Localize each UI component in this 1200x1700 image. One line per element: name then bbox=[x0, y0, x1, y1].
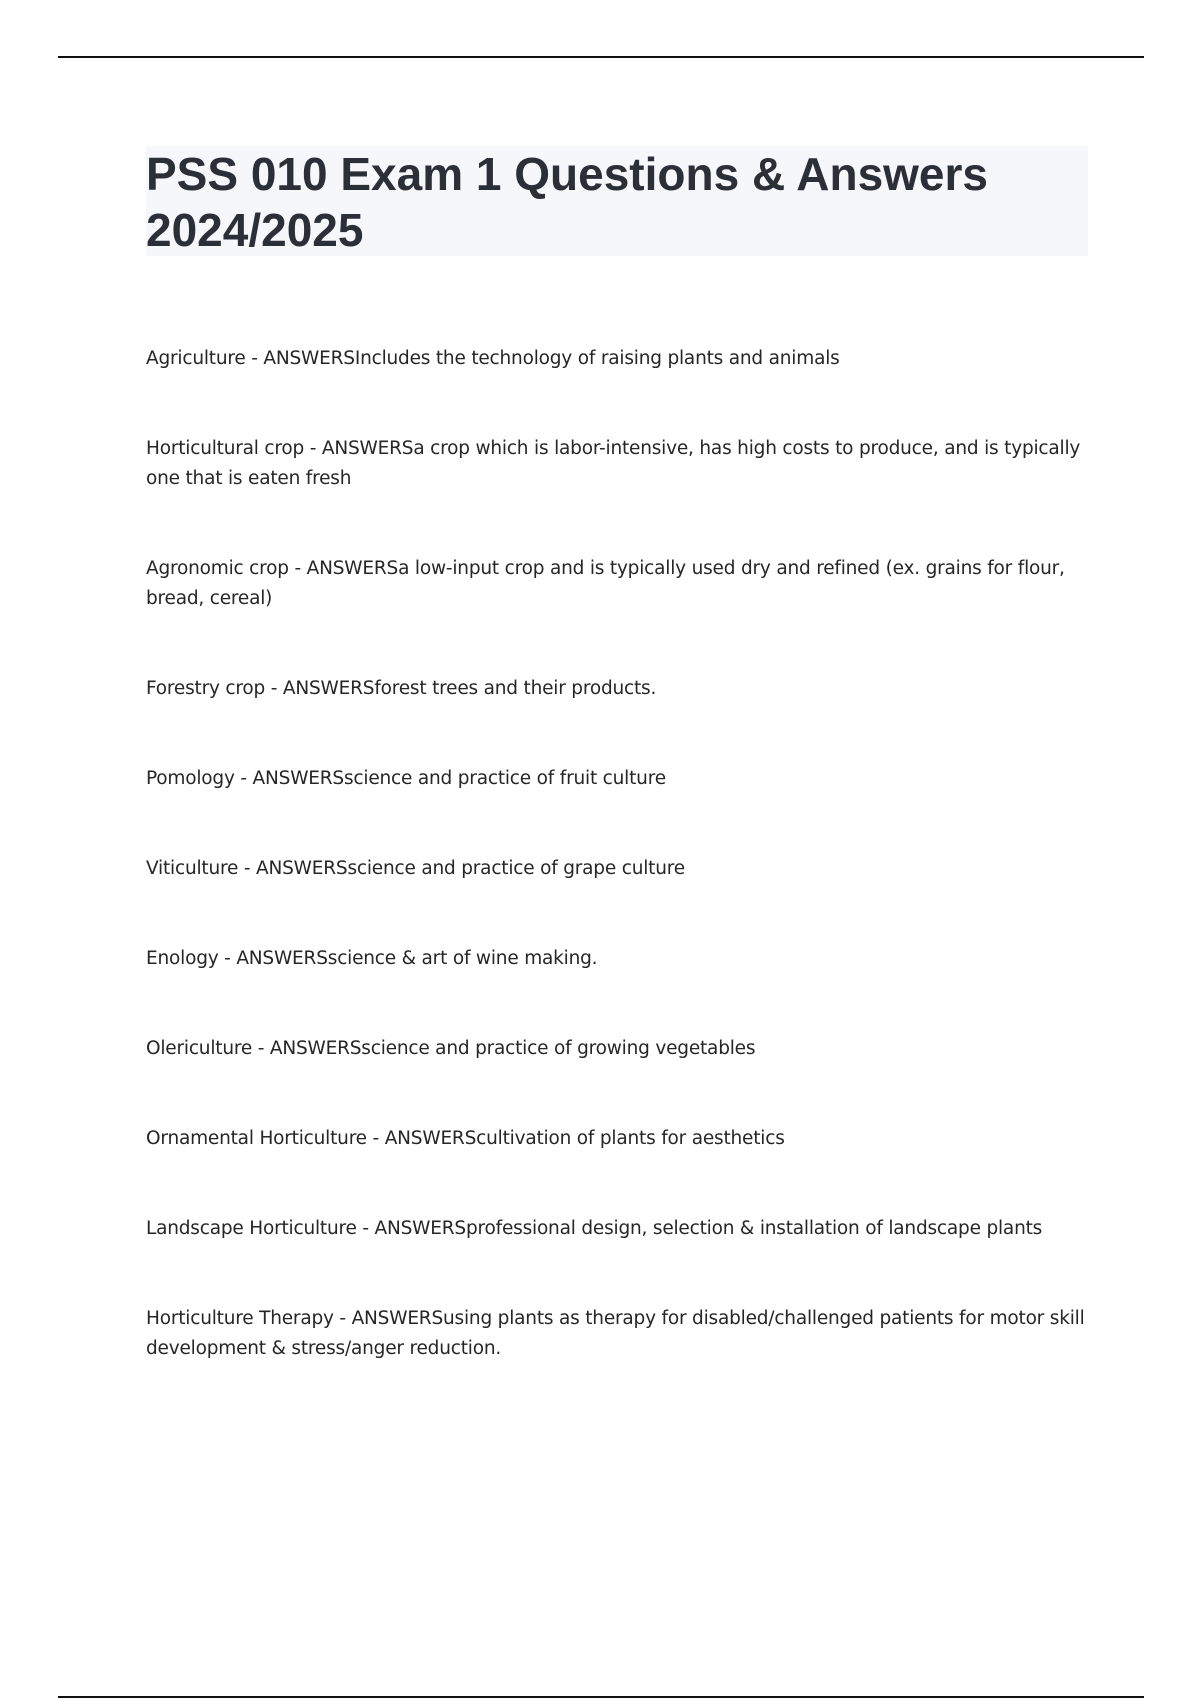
qa-answer: science and practice of grape culture bbox=[347, 858, 685, 879]
qa-separator: - ANSWERS bbox=[238, 858, 348, 879]
qa-item-olericulture bbox=[146, 1034, 1086, 1064]
qa-separator: - ANSWERS bbox=[288, 558, 399, 579]
qa-answer: a low-input crop and is typically used dry and refined (ex. grains for flour, bread, cereal) bbox=[146, 558, 1065, 609]
qa-answer: a crop which is labor-intensive, has high costs to produce, and is typically one that is eaten fresh bbox=[146, 438, 1081, 489]
qa-answer: Includes the technology of raising plants and animals bbox=[354, 348, 840, 369]
qa-answer: science and practice of growing vegetables bbox=[361, 1038, 756, 1059]
qa-term: Olericulture bbox=[146, 1038, 253, 1059]
qa-separator: - ANSWERS bbox=[234, 768, 344, 789]
qa-item-forestry-crop bbox=[146, 674, 1086, 704]
qa-term: Agronomic crop bbox=[146, 558, 289, 579]
top-divider bbox=[58, 56, 1144, 58]
document-title: PSS 010 Exam 1 Questions & Answers 2024/2025 bbox=[146, 148, 988, 256]
qa-separator: - ANSWERS bbox=[366, 1128, 477, 1149]
qa-separator: - ANSWERS bbox=[252, 1038, 362, 1059]
qa-item-enology bbox=[146, 944, 1086, 974]
qa-term: Agriculture bbox=[146, 348, 246, 369]
qa-term: Ornamental Horticulture bbox=[146, 1128, 367, 1149]
qa-answer: professional design, selection & installation of landscape plants bbox=[465, 1218, 1043, 1239]
qa-item-horticultural-crop bbox=[146, 434, 1086, 494]
qa-term: Forestry crop bbox=[146, 678, 266, 699]
qa-term: Horticulture Therapy bbox=[146, 1308, 334, 1329]
qa-item-horticulture-therapy bbox=[146, 1304, 1086, 1364]
qa-separator: - ANSWERS bbox=[245, 348, 355, 369]
qa-list bbox=[146, 344, 1086, 1364]
qa-separator: - ANSWERS bbox=[356, 1218, 466, 1239]
qa-term: Horticultural crop bbox=[146, 438, 305, 459]
bottom-divider bbox=[58, 1696, 1144, 1698]
qa-answer: science & art of wine making. bbox=[327, 948, 598, 969]
qa-separator: - ANSWERS bbox=[333, 1308, 444, 1329]
qa-item-viticulture bbox=[146, 854, 1086, 884]
qa-term: Viticulture bbox=[146, 858, 239, 879]
qa-item-landscape-horticulture bbox=[146, 1214, 1086, 1244]
qa-separator: - ANSWERS bbox=[265, 678, 375, 699]
qa-item-agronomic-crop bbox=[146, 554, 1086, 614]
qa-answer: using plants as therapy for disabled/challenged patients for motor skill development & stress/anger reduction. bbox=[146, 1308, 1085, 1359]
qa-separator: - ANSWERS bbox=[218, 948, 328, 969]
qa-item-agriculture bbox=[146, 344, 1086, 374]
qa-answer: cultivation of plants for aesthetics bbox=[476, 1128, 785, 1149]
qa-separator: - ANSWERS bbox=[304, 438, 414, 459]
qa-term: Pomology bbox=[146, 768, 235, 789]
qa-answer: science and practice of fruit culture bbox=[343, 768, 666, 789]
qa-answer: forest trees and their products. bbox=[374, 678, 657, 699]
qa-item-ornamental-horticulture bbox=[146, 1124, 1086, 1154]
qa-item-pomology bbox=[146, 764, 1086, 794]
title-block bbox=[146, 146, 1088, 256]
qa-term: Enology bbox=[146, 948, 219, 969]
qa-term: Landscape Horticulture bbox=[146, 1218, 357, 1239]
